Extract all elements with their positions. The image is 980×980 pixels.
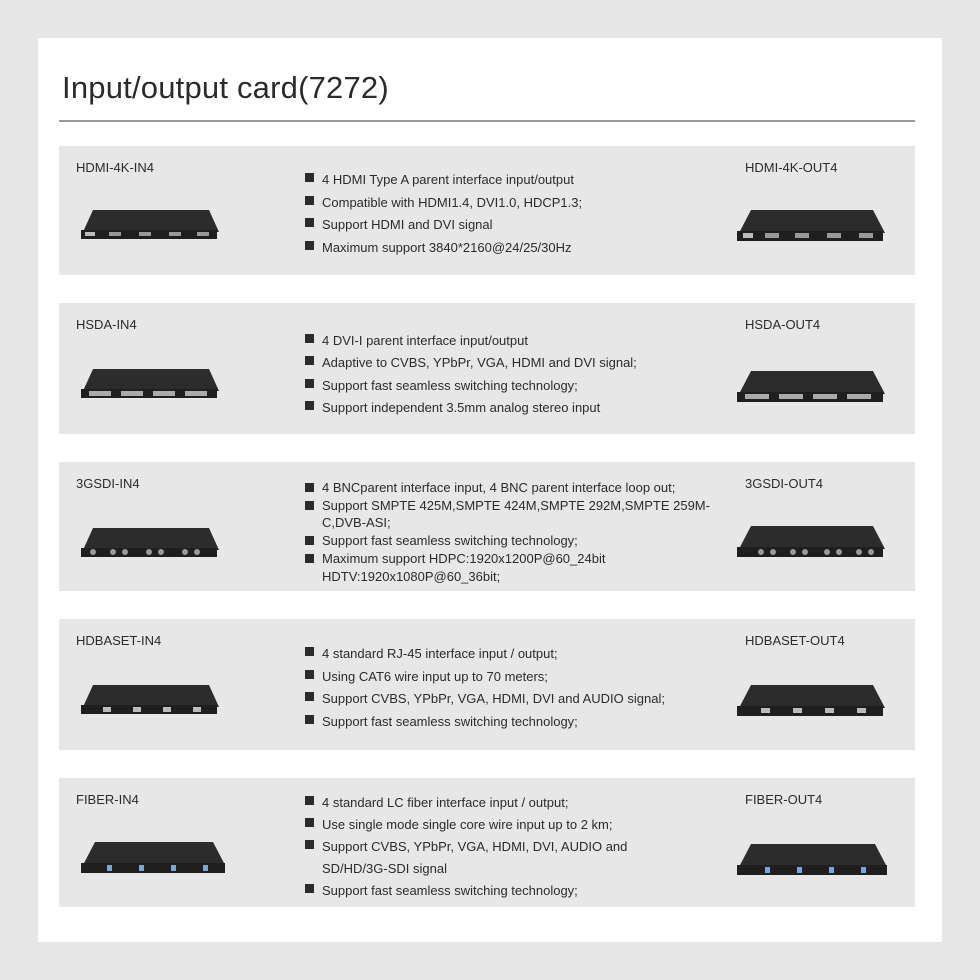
feature-item: Support independent 3.5mm analog stereo input: [305, 397, 637, 419]
input-card-device-icon: [79, 208, 219, 242]
feature-item: Support HDMI and DVI signal: [305, 214, 582, 237]
input-card-label: HDMI-4K-IN4: [76, 160, 155, 175]
feature-list: [305, 792, 645, 902]
feature-list: [305, 479, 715, 585]
feature-list: [305, 643, 665, 733]
feature-item: Support fast seamless switching technology;: [305, 880, 645, 902]
input-card-label: 3GSDI-IN4: [76, 476, 140, 491]
page-sheet: [38, 38, 942, 942]
feature-item: Support CVBS, YPbPr, VGA, HDMI, DVI and AUDIO signal;: [305, 688, 665, 711]
card-hdbaset: [59, 619, 915, 750]
feature-item: 4 HDMI Type A parent interface input/output: [305, 169, 582, 192]
output-card-label: HDBASET-OUT4: [745, 633, 845, 648]
feature-item: 4 standard RJ-45 interface input / output;: [305, 643, 665, 666]
output-card-label: HDMI-4K-OUT4: [745, 160, 838, 175]
feature-item: Compatible with HDMI1.4, DVI1.0, HDCP1.3;: [305, 192, 582, 215]
feature-item: 4 DVI-I parent interface input/output: [305, 330, 637, 352]
input-card-label: HDBASET-IN4: [76, 633, 162, 648]
feature-item: Maximum support 3840*2160@24/25/30Hz: [305, 237, 582, 260]
card-fiber: [59, 778, 915, 907]
input-card-device-icon: [79, 526, 219, 560]
feature-item: Support SMPTE 425M,SMPTE 424M,SMPTE 292M,SMPTE 259M-C,DVB-ASI;: [305, 497, 715, 532]
output-card-label: 3GSDI-OUT4: [745, 476, 824, 491]
feature-item: Maximum support HDPC:1920x1200P@60_24bit HDTV:1920x1080P@60_36bit;: [305, 550, 655, 585]
feature-list: [305, 169, 582, 259]
output-card-device-icon: [735, 208, 885, 244]
feature-item: 4 standard LC fiber interface input / output;: [305, 792, 645, 814]
card-hdmi-4k: [59, 146, 915, 275]
feature-item: Support fast seamless switching technology;: [305, 532, 715, 550]
card-hsda: [59, 303, 915, 434]
output-card-label: FIBER-OUT4: [745, 792, 823, 807]
feature-item: Using CAT6 wire input up to 70 meters;: [305, 666, 665, 689]
input-card-label: HSDA-IN4: [76, 317, 137, 332]
feature-item: Support fast seamless switching technology;: [305, 375, 637, 397]
feature-item: Use single mode single core wire input up to 2 km;: [305, 814, 645, 836]
output-card-device-icon: [735, 683, 885, 719]
output-card-device-icon: [735, 369, 885, 405]
page-title: Input/output card(7272): [62, 70, 389, 105]
output-card-device-icon: [735, 524, 885, 560]
output-card-label: HSDA-OUT4: [745, 317, 821, 332]
input-card-device-icon: [79, 840, 227, 876]
input-card-device-icon: [79, 367, 219, 401]
input-card-label: FIBER-IN4: [76, 792, 139, 807]
card-3gsdi: [59, 462, 915, 591]
title-divider: [59, 120, 915, 122]
feature-item: Adaptive to CVBS, YPbPr, VGA, HDMI and DVI signal;: [305, 352, 637, 374]
input-card-device-icon: [79, 683, 219, 717]
feature-item: 4 BNCparent interface input, 4 BNC parent interface loop out;: [305, 479, 715, 497]
feature-list: [305, 330, 637, 420]
feature-item: Support fast seamless switching technology;: [305, 711, 665, 734]
feature-item: Support CVBS, YPbPr, VGA, HDMI, DVI, AUDIO and SD/HD/3G-SDI signal: [305, 836, 645, 880]
output-card-device-icon: [735, 842, 889, 878]
